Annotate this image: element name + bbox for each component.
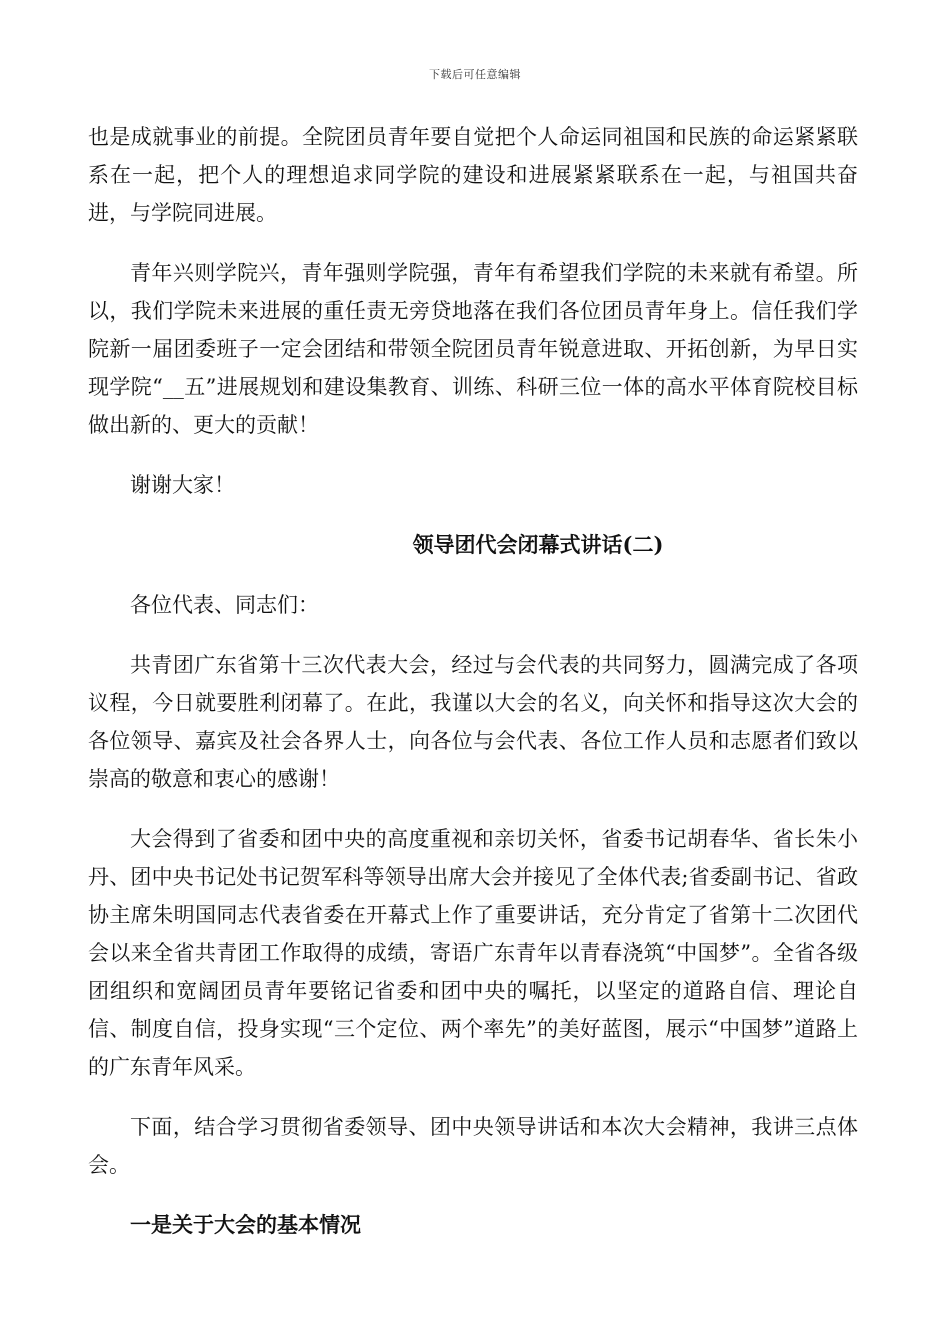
section-title: 领导团代会闭幕式讲话(二) [412,532,664,557]
paragraph-thanks: 谢谢大家！ [130,473,235,497]
paragraph-6: 大会得到了省委和团中央的高度重视和亲切关怀，省委书记胡春华、省长朱小丹、团中央书记处书记贺军科等领导出席大会并接见了全体代表;省委副书记、省政协主席朱明国同志代表省委在开幕式上作了重要讲话，充分肯定了省第十二次团代会以来全省共青团工作取得的成绩，寄语广东青年以青春浇筑“中国梦”。全省各级团组织和宽阔团员青年要铭记省委和团中央的嘱托，以坚定的道路自信、理论自信、制度自信，投身实现“三个定位、两个率先”的美好蓝图，展示“中国梦”道路上的广东青年风采。 [88,827,858,1079]
subheading: 一是关于大会的基本情况 [130,1212,361,1237]
paragraph-5: 共青团广东省第十三次代表大会，经过与会代表的共同努力，圆满完成了各项议程，今日就要胜利闭幕了。在此，我谨以大会的名义，向关怀和指导这次大会的各位领导、嘉宾及社会各界人士，向各位与会代表、各位工作人员和志愿者们致以崇高的敬意和衷心的感谢！ [88,653,858,791]
paragraph-2: 青年兴则学院兴，青年强则学院强，青年有希望我们学院的未来就有希望。所以，我们学院未来进展的重任责无旁贷地落在我们各位团员青年身上。信任我们学院新一届团委班子一定会团结和带领全院团员青年锐意进取、开拓创新，为早日实现学院“__五”进展规划和建设集教育、训练、科研三位一体的高水平体育院校目标做出新的、更大的贡献！ [88,261,858,437]
paragraph-7: 下面，结合学习贯彻省委领导、团中央领导讲话和本次大会精神，我讲三点体会。 [88,1115,858,1177]
paragraph-1: 也是成就事业的前提。全院团员青年要自觉把个人命运同祖国和民族的命运紧紧联系在一起，把个人的理想追求同学院的建设和进展紧紧联系在一起，与祖国共奋进，与学院同进展。 [88,125,858,225]
header-note: 下载后可任意编辑 [429,68,521,81]
document-body [88,118,858,1244]
salutation: 各位代表、同志们： [130,593,319,617]
